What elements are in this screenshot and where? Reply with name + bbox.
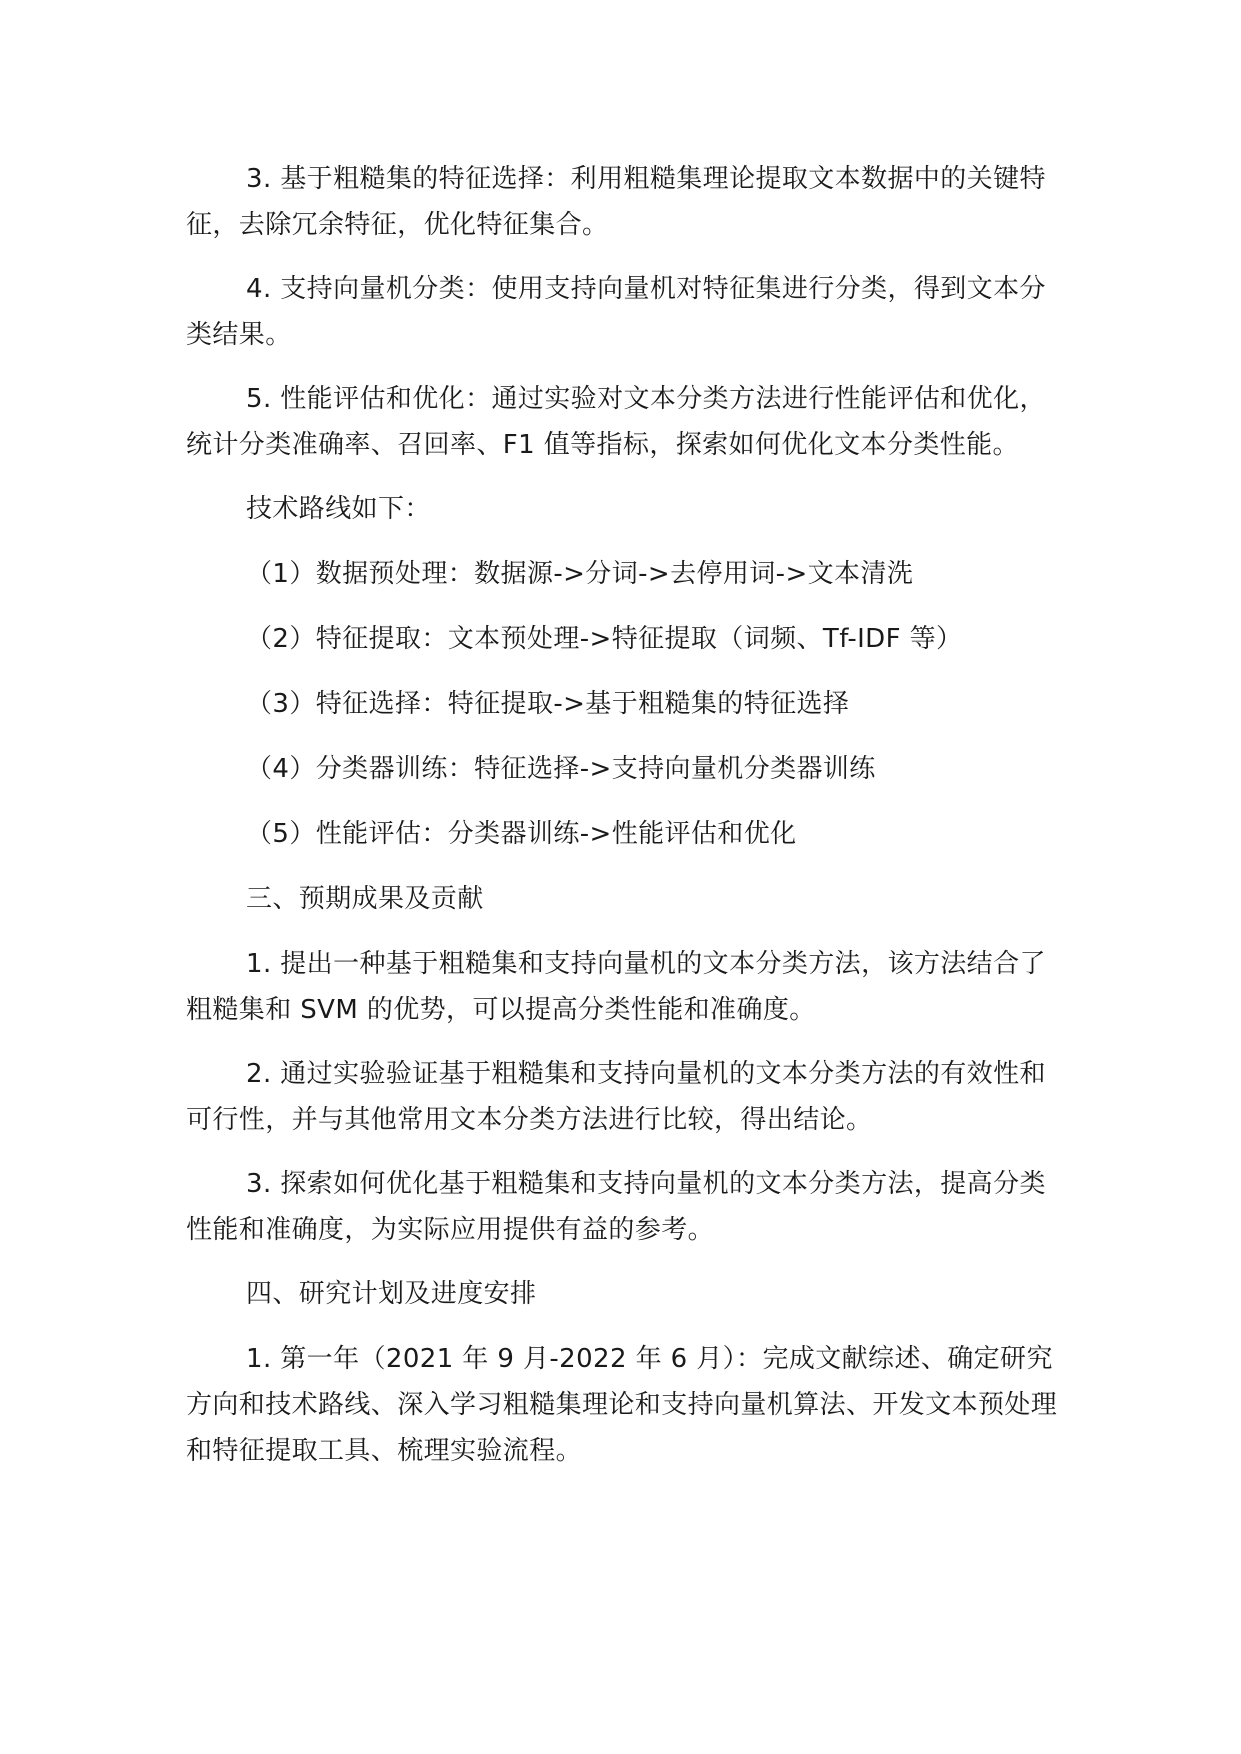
document-body: [186, 156, 1066, 1492]
section-heading-research-plan: 四、研究计划及进度安排: [246, 1279, 537, 1309]
result-item-2: 2. 通过实验验证基于粗糙集和支持向量机的文本分类方法的有效性和可行性，并与其他常用文本分类方法进行比较，得出结论。: [186, 1059, 1046, 1135]
paragraph-performance-evaluation: 5. 性能评估和优化：通过实验对文本分类方法进行性能评估和优化，统计分类准确率、召回率、F1 值等指标，探索如何优化文本分类性能。: [186, 384, 1046, 460]
section-heading-expected-results: 三、预期成果及贡献: [246, 884, 484, 914]
result-item-3: 3. 探索如何优化基于粗糙集和支持向量机的文本分类方法，提高分类性能和准确度，为实际应用提供有益的参考。: [186, 1169, 1046, 1245]
paragraph-technical-route-intro: 技术路线如下：: [246, 494, 431, 524]
route-step-3: （3）特征选择：特征提取->基于粗糙集的特征选择: [246, 689, 850, 719]
route-step-2: （2）特征提取：文本预处理->特征提取（词频、Tf-IDF 等）: [246, 624, 963, 654]
result-item-1: 1. 提出一种基于粗糙集和支持向量机的文本分类方法，该方法结合了粗糙集和 SVM 的优势，可以提高分类性能和准确度。: [186, 949, 1046, 1025]
route-step-1: （1）数据预处理：数据源->分词->去停用词->文本清洗: [246, 559, 914, 589]
route-step-5: （5）性能评估：分类器训练->性能评估和优化: [246, 819, 797, 849]
route-step-4: （4）分类器训练：特征选择->支持向量机分类器训练: [246, 754, 876, 784]
paragraph-feature-selection: 3. 基于粗糙集的特征选择：利用粗糙集理论提取文本数据中的关键特征，去除冗余特征，优化特征集合。: [186, 164, 1046, 240]
plan-item-1: 1. 第一年（2021 年 9 月-2022 年 6 月）：完成文献综述、确定研究方向和技术路线、深入学习粗糙集理论和支持向量机算法、开发文本预处理和特征提取工具、梳理实验流程。: [186, 1344, 1058, 1466]
paragraph-svm-classification: 4. 支持向量机分类：使用支持向量机对特征集进行分类，得到文本分类结果。: [186, 274, 1046, 350]
